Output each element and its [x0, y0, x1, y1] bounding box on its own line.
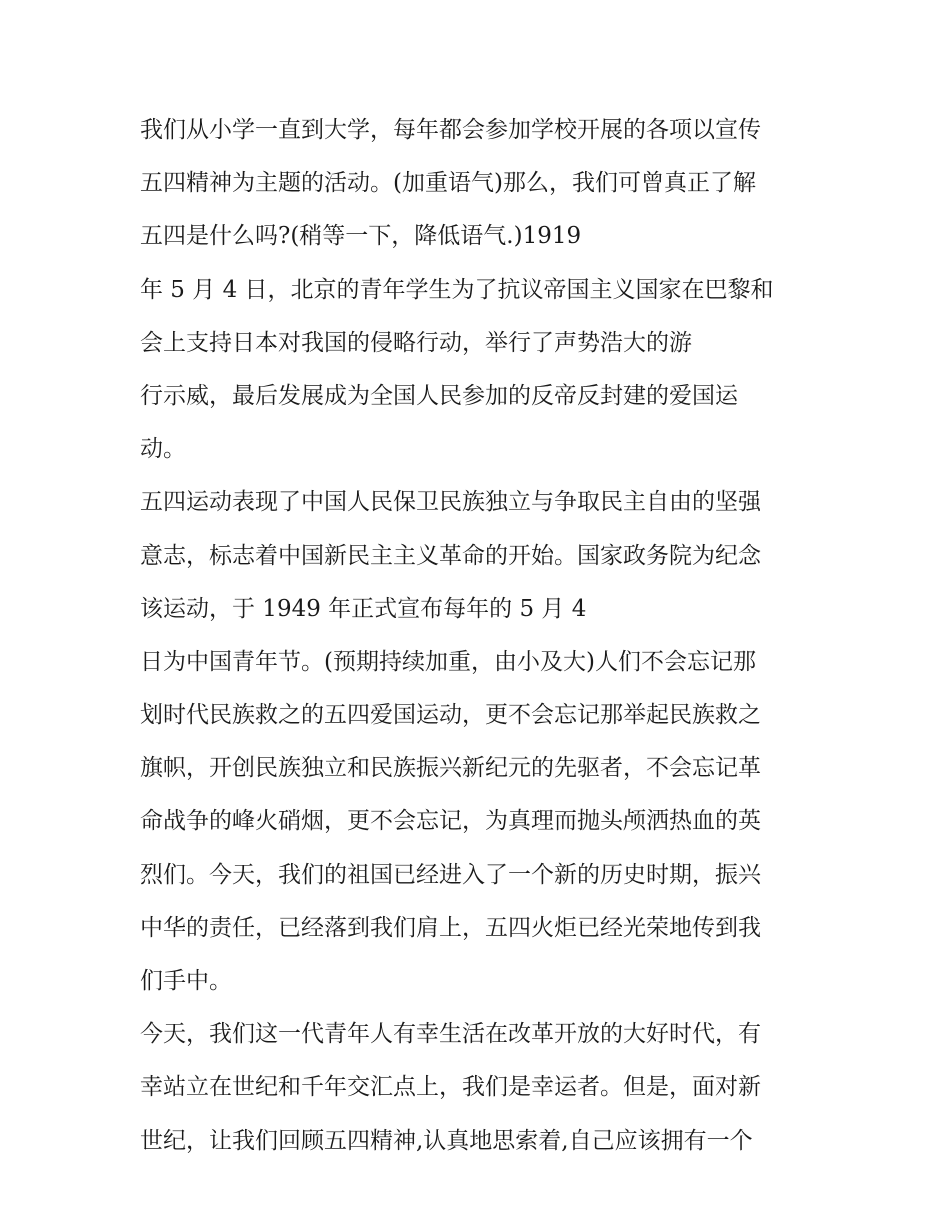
- text-line: 命战争的峰火硝烟，更不会忘记，为真理而抛头颅洒热血的英: [140, 808, 761, 835]
- text-line: 我们从小学一直到大学，每年都会参加学校开展的各项以宣传: [140, 117, 761, 143]
- text-line: 动。: [140, 436, 186, 463]
- text-line: 世纪，让我们回顾五四精神,认真地思索着,自己应该拥有一个: [140, 1127, 753, 1154]
- text-line: 们手中。: [140, 968, 232, 994]
- text-line: 五四精神为主题的活动。(加重语气)那么，我们可曾真正了解: [140, 170, 756, 197]
- text-line: 意志，标志着中国新民主主义革命的开始。国家政务院为纪念: [140, 542, 761, 569]
- text-line: 幸站立在世纪和千年交汇点上，我们是幸运者。但是，面对新: [140, 1074, 761, 1101]
- text-line: 会上支持日本对我国的侵略行动，举行了声势浩大的游: [140, 329, 692, 356]
- text-line: 该运动，于 1949 年正式宣布每年的 5 月 4: [140, 595, 587, 622]
- text-line: 行示威，最后发展成为全国人民参加的反帝反封建的爱国运: [140, 382, 738, 409]
- speech-text: [140, 104, 820, 1168]
- text-line: 年 5 月 4 日，北京的青年学生为了抗议帝国主义国家在巴黎和: [140, 276, 774, 303]
- text-line: 划时代民族救之的五四爱国运动，更不会忘记那举起民族救之: [140, 702, 761, 729]
- text-line: 五四运动表现了中国人民保卫民族独立与争取民主自由的坚强: [140, 489, 761, 516]
- text-line: 烈们。今天，我们的祖国已经进入了一个新的历史时期，振兴: [140, 861, 761, 888]
- text-line: 今天，我们这一代青年人有幸生活在改革开放的大好时代，有: [140, 1021, 761, 1048]
- text-line: 日为中国青年节。(预期持续加重，由小及大)人们不会忘记那: [140, 648, 756, 675]
- text-line: 中华的责任，已经落到我们肩上，五四火炬已经光荣地传到我: [140, 914, 761, 941]
- text-line: 旗帜，开创民族独立和民族振兴新纪元的先驱者，不会忘记革: [140, 755, 761, 782]
- text-line: 五四是什么吗?(稍等一下，降低语气.)1919: [140, 223, 582, 250]
